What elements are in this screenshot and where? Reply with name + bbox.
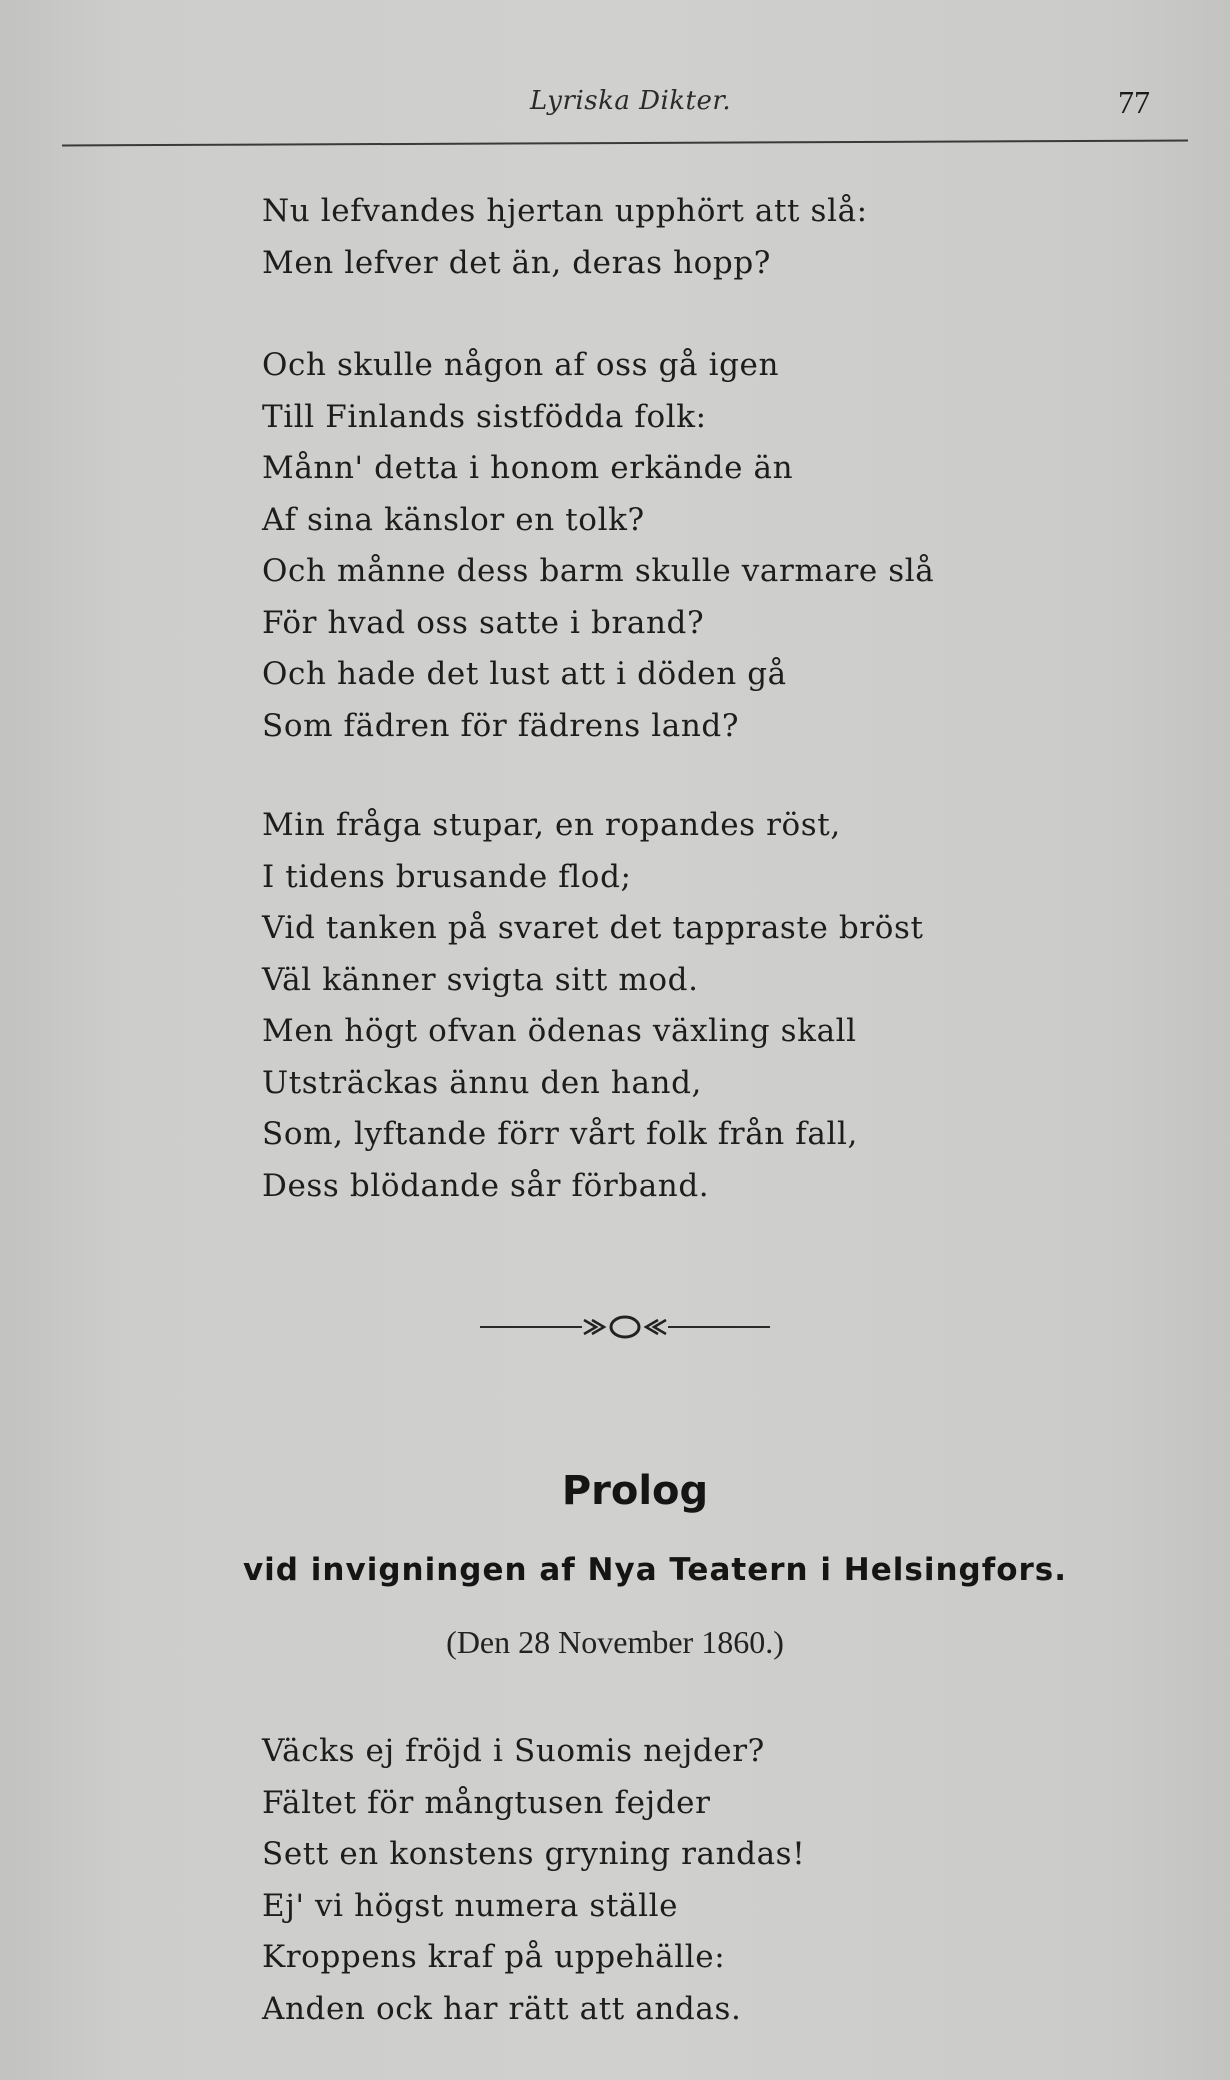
poem-line: Men lefver det än, deras hopp?	[262, 244, 772, 281]
prolog-stanza	[262, 1726, 805, 2035]
poem-line: Väcks ej fröjd i Suomis nejder?	[262, 1733, 765, 1769]
poem-line: Vid tanken på svaret det tappraste bröst	[262, 910, 924, 946]
poem-line: Och skulle någon af oss gå igen	[262, 347, 780, 383]
poem-stanza-2	[262, 340, 934, 752]
poem-line: Och månne dess barm skulle varmare slå	[262, 553, 935, 589]
poem-line: Utsträckas ännu den hand,	[262, 1064, 702, 1101]
page-number: 77	[1118, 84, 1150, 120]
poem-line: Väl känner svigta sitt mod.	[262, 961, 699, 998]
running-title: Lyriska Dikter.	[530, 86, 732, 116]
poem-stanza-3	[262, 800, 924, 1212]
poem-line: Sett en konstens gryning randas!	[262, 1836, 806, 1872]
poem-stanza-1	[262, 186, 868, 289]
poem-line: Kroppens kraf på uppehälle:	[262, 1939, 726, 1975]
poem-line: Anden ock har rätt att andas.	[262, 1990, 742, 2027]
poem-line: Ej' vi högst numera ställe	[262, 1887, 679, 1924]
poem-line: Till Finlands sistfödda folk:	[262, 398, 707, 435]
running-head	[0, 86, 1230, 126]
header-rule	[62, 140, 1188, 147]
poem-line: Månn' detta i honom erkände än	[262, 450, 794, 486]
poem-line: Fältet för mångtusen fejder	[262, 1784, 711, 1821]
section-title: Prolog	[561, 1468, 709, 1514]
section-subtitle: vid invigningen af Nya Teatern i Helsingfors.	[242, 1552, 1068, 1588]
poem-line: Dess blödande sår förband.	[262, 1167, 710, 1204]
poem-line: Nu lefvandes hjertan upphört att slå:	[262, 193, 868, 229]
poem-line: Men högt ofvan ödenas växling skall	[262, 1013, 857, 1049]
ornamental-divider-icon	[480, 1312, 770, 1342]
poem-line: För hvad oss satte i brand?	[262, 604, 705, 641]
poem-line: I tidens brusande flod;	[262, 858, 632, 895]
poem-line: Och hade det lust att i döden gå	[262, 656, 787, 692]
poem-line: Min fråga stupar, en ropandes röst,	[262, 807, 841, 843]
poem-line: Som, lyftande förr vårt folk från fall,	[262, 1116, 858, 1152]
poem-line: Af sina känslor en tolk?	[262, 501, 645, 538]
section-date: (Den 28 November 1860.)	[446, 1624, 784, 1660]
poem-line: Som fädren för fädrens land?	[262, 707, 740, 744]
